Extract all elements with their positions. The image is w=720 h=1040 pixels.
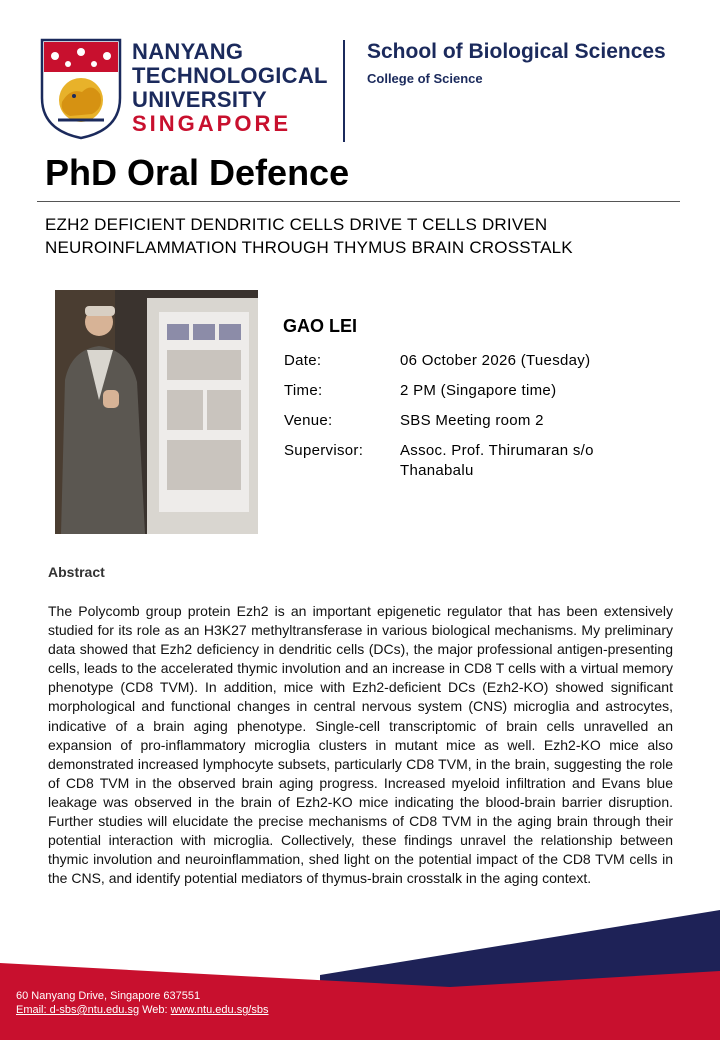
university-country: SINGAPORE <box>132 111 292 136</box>
footer-links <box>16 1003 269 1017</box>
footer-band <box>0 905 720 1040</box>
thesis-title: EZH2 DEFICIENT DENDRITIC CELLS DRIVE T CELLS DRIVEN NEUROINFLAMMATION THROUGH THYMUS BRAIN CROSSTALK <box>45 215 573 257</box>
footer-address: 60 Nanyang Drive, Singapore 637551 <box>16 990 201 1002</box>
university-line-2: TECHNOLOGICAL <box>132 63 328 88</box>
detail-label: Date: <box>284 352 322 369</box>
footer-contact <box>16 989 269 1017</box>
school-name: School of Biological Sciences <box>367 40 666 63</box>
college-name: College of Science <box>367 71 483 86</box>
university-name <box>132 40 328 136</box>
web-link[interactable]: www.ntu.edu.sg/sbs <box>170 1004 269 1016</box>
abstract-heading: Abstract <box>48 564 105 580</box>
detail-value: 2 PM (Singapore time) <box>400 382 557 399</box>
candidate-photo <box>55 290 258 534</box>
detail-value: SBS Meeting room 2 <box>400 412 544 429</box>
detail-label: Venue: <box>284 412 333 429</box>
detail-value: Assoc. Prof. Thirumaran s/o Thanabalu <box>400 442 594 479</box>
ntu-crest-icon <box>40 38 122 140</box>
page-title: PhD Oral Defence <box>45 152 350 193</box>
detail-value: 06 October 2026 (Tuesday) <box>400 352 591 369</box>
title-divider <box>37 201 680 202</box>
candidate-name: GAO LEI <box>283 316 358 336</box>
university-line-3: UNIVERSITY <box>132 87 268 112</box>
detail-label: Supervisor: <box>284 442 364 459</box>
web-prefix: Web: <box>139 1004 171 1016</box>
university-line-1: NANYANG <box>132 39 244 64</box>
header-divider <box>343 40 345 142</box>
abstract-body: The Polycomb group protein Ezh2 is an important epigenetic regulator that has been extensively studied for its role as an H3K27 methyltransferase in various biological mechanisms. My preliminary data showed that Ezh2 deficiency in dendritic cells (DCs), the major professional antigen-presenting cells, leads to the accelerated thymic involution and an increase in CD8 T cells with a virtual memory phenotype (CD8 TVM). In addition, mice with Ezh2-deficient DCs (Ezh2-KO) showed significant morphological and functional changes in central nervous system (CNS) microglia and astrocytes, indicative of a brain aging phenotype. Single-cell transcriptomic of brain cells unravelled an expansion of pro-inflammatory microglia clusters in mutant mice as well. Ezh2-KO mice also demonstrated increased lymphocyte subsets, particularly CD8 TVM, in the brain, suggesting the role of CD8 TVM in the observed brain aging progress. Increased myeloid infiltration and Evans blue leakage was observed in the brain of Ezh2-KO mice indicating the blood-brain barrier disruption. Further studies will elucidate the precise mechanisms of CD8 TVM in the aging brain through their potential interaction with microglia. Collectively, these findings unravel the relationship between thymic involution and neuroinflammation, shed light on the potential impact of the CD8 TVM cells in the CNS, and identify potential mediators of thymus-brain crosstalk in the aging context. <box>48 603 673 887</box>
detail-label: Time: <box>284 382 323 399</box>
email-link[interactable]: Email: d-sbs@ntu.edu.sg <box>16 1004 140 1016</box>
